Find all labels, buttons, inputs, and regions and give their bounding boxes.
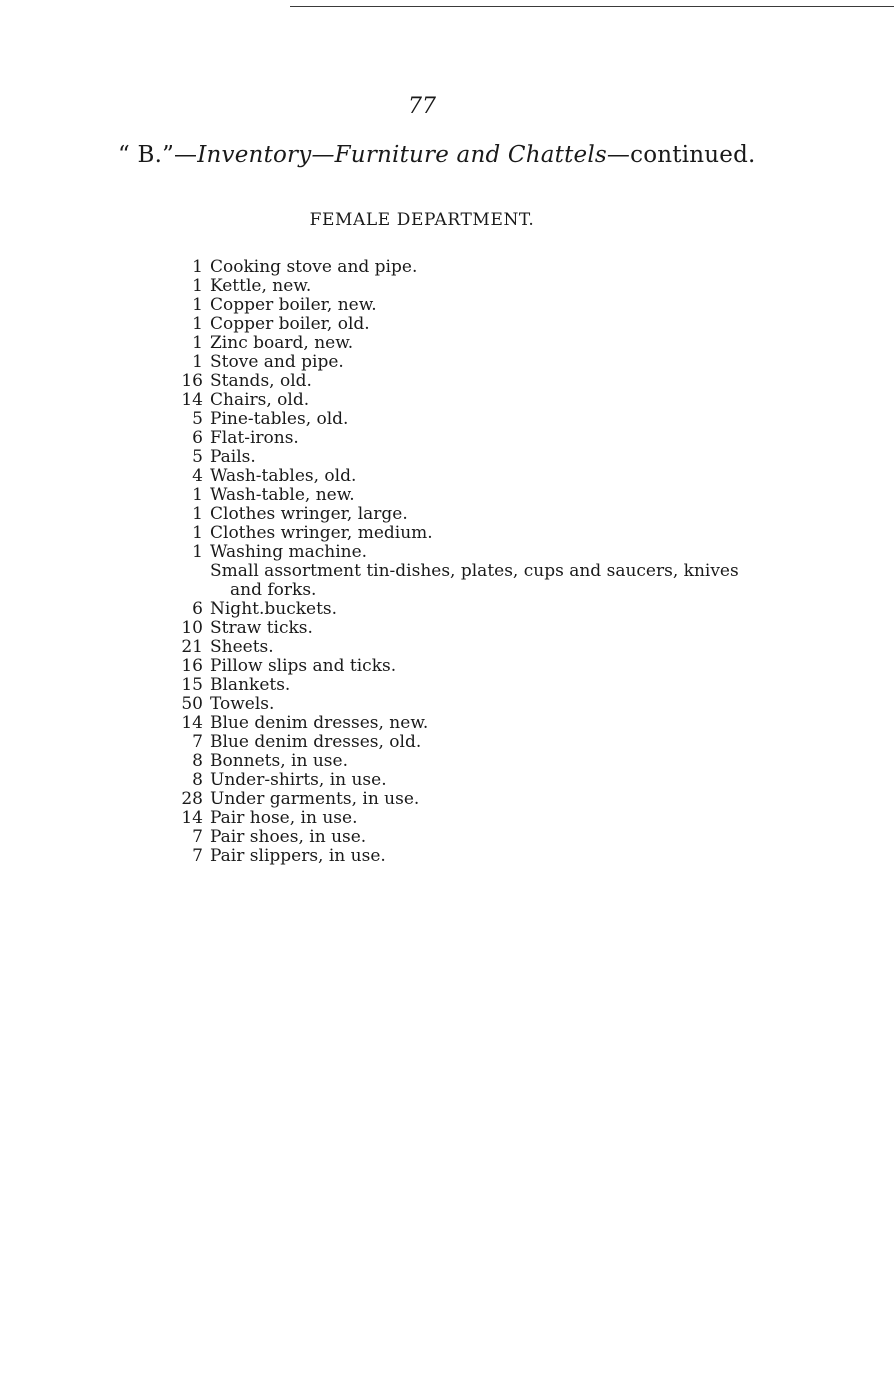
item-quantity: 15 — [181, 675, 203, 695]
header-italic-title: Inventory—Furniture and Chattels — [197, 142, 607, 168]
list-item — [160, 543, 739, 562]
item-description: Night.buckets. — [210, 599, 338, 619]
item-quantity: 7 — [192, 827, 203, 847]
item-description: Under garments, in use. — [210, 789, 420, 809]
item-description: Clothes wringer, medium. — [210, 523, 433, 543]
header-prefix: “ B.”— — [118, 142, 198, 168]
item-quantity: 1 — [192, 352, 203, 372]
item-quantity: 8 — [192, 751, 203, 771]
list-item — [160, 258, 739, 277]
item-quantity: 1 — [192, 276, 203, 296]
list-item — [160, 657, 739, 676]
item-description: Bonnets, in use. — [210, 751, 348, 771]
top-rule — [290, 6, 894, 7]
item-quantity: 21 — [181, 637, 203, 657]
section-title — [0, 210, 894, 230]
item-description: Pair hose, in use. — [210, 808, 358, 828]
page-number — [0, 94, 894, 119]
list-item — [160, 562, 739, 581]
item-quantity: 7 — [192, 732, 203, 752]
item-quantity: 14 — [181, 390, 203, 410]
section-title-text: FEMALE DEPARTMENT. — [309, 210, 535, 230]
item-quantity: 10 — [181, 618, 203, 638]
item-quantity: 8 — [192, 770, 203, 790]
item-description: Cooking stove and pipe. — [210, 257, 418, 277]
list-item — [160, 372, 739, 391]
item-description: Blankets. — [210, 675, 291, 695]
item-description: Kettle, new. — [210, 276, 312, 296]
item-quantity: 1 — [192, 504, 203, 524]
item-quantity: 1 — [192, 523, 203, 543]
list-item — [160, 315, 739, 334]
list-item — [160, 695, 739, 714]
item-description-continuation: and forks. — [230, 580, 317, 600]
list-item-continuation — [160, 581, 739, 600]
item-description: Under-shirts, in use. — [210, 770, 387, 790]
list-item — [160, 733, 739, 752]
item-description: Towels. — [210, 694, 275, 714]
inventory-list — [160, 258, 739, 866]
list-item — [160, 619, 739, 638]
item-description: Pine-tables, old. — [210, 409, 349, 429]
item-quantity: 1 — [192, 314, 203, 334]
item-description: Pair slippers, in use. — [210, 846, 386, 866]
item-quantity: 14 — [181, 808, 203, 828]
item-description: Copper boiler, old. — [210, 314, 370, 334]
list-item — [160, 524, 739, 543]
item-description: Pails. — [210, 447, 256, 467]
item-quantity: 1 — [192, 542, 203, 562]
page-number-text: 77 — [408, 94, 436, 119]
item-quantity: 4 — [192, 466, 203, 486]
list-item — [160, 353, 739, 372]
list-item — [160, 676, 739, 695]
item-description: Pair shoes, in use. — [210, 827, 367, 847]
item-quantity: 16 — [181, 371, 203, 391]
item-description: Clothes wringer, large. — [210, 504, 408, 524]
item-quantity — [160, 562, 210, 581]
list-item — [160, 277, 739, 296]
item-description: Chairs, old. — [210, 390, 310, 410]
list-item — [160, 828, 739, 847]
item-description: Washing machine. — [210, 542, 368, 562]
item-description: Copper boiler, new. — [210, 295, 377, 315]
item-quantity: 1 — [192, 257, 203, 277]
item-description: Stove and pipe. — [210, 352, 344, 372]
item-description: Flat-irons. — [210, 428, 299, 448]
list-item — [160, 714, 739, 733]
item-description: Blue denim dresses, new. — [210, 713, 429, 733]
item-quantity: 28 — [181, 789, 203, 809]
header-suffix: —continued. — [606, 142, 756, 168]
item-quantity: 7 — [192, 846, 203, 866]
item-description: Wash-table, new. — [210, 485, 355, 505]
item-quantity: 16 — [181, 656, 203, 676]
item-description: Blue denim dresses, old. — [210, 732, 422, 752]
list-item — [160, 771, 739, 790]
list-item — [160, 790, 739, 809]
list-item — [160, 448, 739, 467]
list-item — [160, 429, 739, 448]
item-description: Small assortment tin-dishes, plates, cups and saucers, knives — [210, 561, 739, 581]
list-item — [160, 467, 739, 486]
item-quantity: 5 — [192, 409, 203, 429]
list-item — [160, 847, 739, 866]
item-quantity: 6 — [192, 599, 203, 619]
list-item — [160, 638, 739, 657]
item-description: Wash-tables, old. — [210, 466, 357, 486]
item-description: Sheets. — [210, 637, 274, 657]
item-description: Pillow slips and ticks. — [210, 656, 397, 676]
list-item — [160, 410, 739, 429]
item-quantity: 14 — [181, 713, 203, 733]
item-quantity: 6 — [192, 428, 203, 448]
list-item — [160, 486, 739, 505]
item-quantity: 1 — [192, 485, 203, 505]
item-description: Stands, old. — [210, 371, 312, 391]
item-quantity: 1 — [192, 333, 203, 353]
list-item — [160, 391, 739, 410]
list-item — [160, 600, 739, 619]
list-item — [160, 296, 739, 315]
item-quantity: 50 — [181, 694, 203, 714]
item-description: Straw ticks. — [210, 618, 313, 638]
list-item — [160, 809, 739, 828]
item-description: Zinc board, new. — [210, 333, 354, 353]
item-quantity: 5 — [192, 447, 203, 467]
list-item — [160, 505, 739, 524]
running-header — [118, 142, 756, 168]
list-item — [160, 334, 739, 353]
item-quantity: 1 — [192, 295, 203, 315]
list-item — [160, 752, 739, 771]
